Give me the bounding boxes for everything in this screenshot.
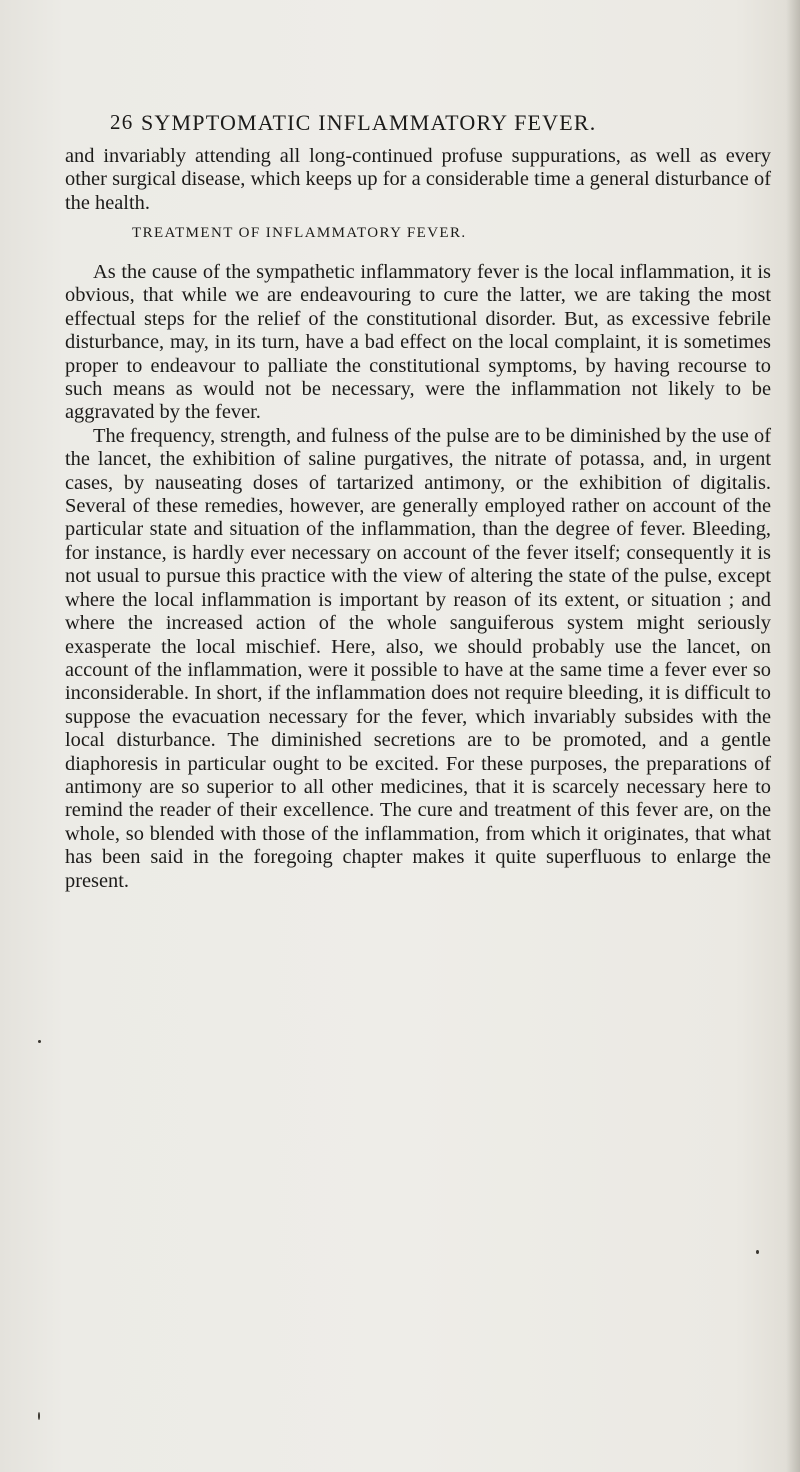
section-heading: TREATMENT OF INFLAMMATORY FEVER.: [132, 225, 467, 241]
running-head: [110, 110, 710, 140]
text-block-treatment: [65, 261, 771, 893]
page-edge-shadow: [786, 0, 800, 1472]
ink-speck: [38, 1040, 41, 1043]
page-number: 26: [110, 110, 134, 134]
text-block-continuation: [65, 145, 771, 215]
ink-speck: [756, 1250, 759, 1254]
paragraph-cause: As the cause of the sympathetic inflammatory fever is the local inflammation, it is obvious, that while we are endeavouring to cure the latter, we are taking the most effectual steps for the relief of the constitutional disorder. But, as excessive febrile disturbance, may, in its turn, have a bad effect on the local complaint, it is sometimes proper to endeavour to palliate the constitutional symptoms, by having recourse to such means as would not be necessary, were the inflammation not likely to be aggravated by the fever.: [65, 261, 771, 424]
paragraph-frequency: The frequency, strength, and fulness of the pulse are to be diminished by the use of the lancet, the exhibition of saline purgatives, the nitrate of potassa, and, in urgent cases, by nauseating doses of tartarized antimony, or the exhibition of digitalis. Several of these remedies, however, are generally employed rather on account of the particular state and situation of the inflammation, than the degree of fever. Bleeding, for instance, is hardly ever necessary on account of the fever itself; consequently it is not usual to pursue this practice with the view of altering the state of the pulse, except where the local inflammation is important by reason of its extent, or situation ; and where the increased action of the whole sanguiferous system might seriously exasperate the local mischief. Here, also, we should probably use the lancet, on account of the inflammation, were it possible to have at the same time a fever ever so inconsiderable. In short, if the inflammation does not require bleeding, it is difficult to suppose the evacuation necessary for the fever, which invariably subsides with the local disturbance. The diminished secretions are to be promoted, and a gentle diaphoresis in particular ought to be excited. For these purposes, the preparations of antimony are so superior to all other medicines, that it is scarcely necessary here to remind the reader of their excellence. The cure and treatment of this fever are, on the whole, so blended with those of the inflammation, from which it originates, that what has been said in the foregoing chapter makes it quite superfluous to enlarge the present.: [65, 424, 771, 892]
running-title: SYMPTOMATIC INFLAMMATORY FEVER.: [141, 110, 597, 135]
ink-speck: [38, 1412, 40, 1420]
continuation-paragraph: and invariably attending all long-continued profuse suppurations, as well as every other surgical disease, which keeps up for a considerable time a general disturbance of the health.: [65, 145, 771, 214]
